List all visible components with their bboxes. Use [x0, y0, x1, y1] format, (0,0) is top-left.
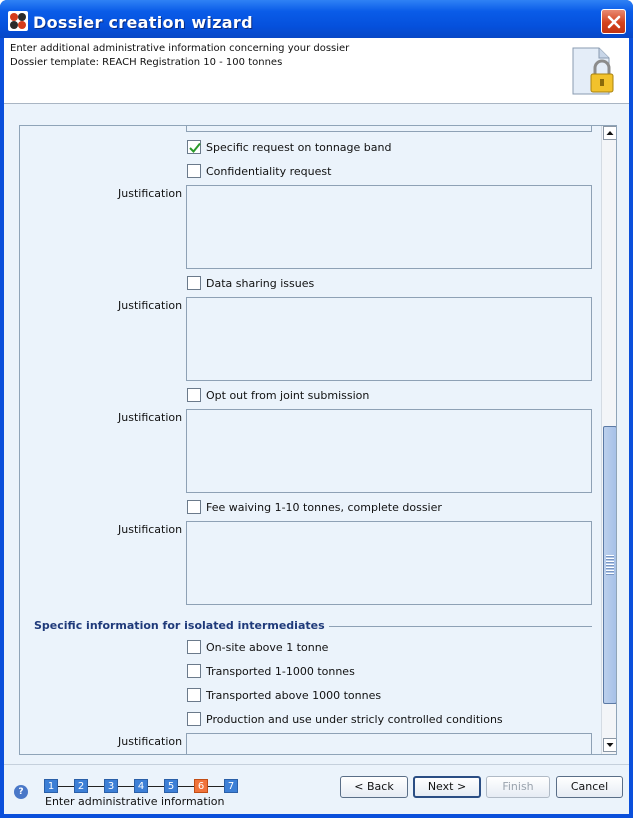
- app-logo-icon: [8, 11, 28, 31]
- justification-label: Justification: [118, 187, 183, 200]
- cancel-button[interactable]: Cancel: [556, 776, 623, 798]
- finish-button[interactable]: Finish: [486, 776, 550, 798]
- scroll-up-button[interactable]: [603, 126, 617, 140]
- step-5[interactable]: 5: [164, 779, 178, 793]
- wizard-footer: [4, 764, 629, 814]
- help-icon[interactable]: ?: [14, 785, 28, 799]
- step-connector: [148, 786, 164, 787]
- step-4[interactable]: 4: [134, 779, 148, 793]
- arrow-down-icon: [604, 739, 616, 751]
- section-divider: [329, 626, 592, 627]
- step-caption: Enter administrative information: [45, 795, 225, 808]
- scroll-grip: [606, 555, 614, 575]
- checkbox-fee-waiving[interactable]: [187, 500, 201, 514]
- justification-textarea-fee-waiving[interactable]: [186, 521, 592, 605]
- checkbox-data-sharing[interactable]: [187, 276, 201, 290]
- step-3[interactable]: 3: [104, 779, 118, 793]
- checkbox-label-fee-waiving: Fee waiving 1-10 tonnes, complete dossier: [206, 501, 442, 514]
- arrow-up-icon: [604, 127, 616, 139]
- justification-textarea-data-sharing[interactable]: [186, 297, 592, 381]
- back-button[interactable]: < Back: [340, 776, 408, 798]
- checkbox-label-strictly-controlled: Production and use under stricly controlled conditions: [206, 713, 503, 726]
- wizard-header: [4, 38, 629, 104]
- checkbox-label-transported-1-1000: Transported 1-1000 tonnes: [206, 665, 355, 678]
- close-icon: [606, 14, 622, 30]
- justification-textarea-intermediates[interactable]: [186, 733, 592, 754]
- next-button[interactable]: Next >: [413, 776, 481, 798]
- checkbox-label-opt-out: Opt out from joint submission: [206, 389, 370, 402]
- step-6-current[interactable]: 6: [194, 779, 208, 793]
- checkbox-tonnage-band[interactable]: [187, 140, 201, 154]
- window-title: Dossier creation wizard: [33, 13, 253, 32]
- checkmark-icon: [188, 141, 202, 155]
- header-template: Dossier template: REACH Registration 10 - 100 tonnes: [10, 57, 283, 68]
- checkbox-opt-out[interactable]: [187, 388, 201, 402]
- step-2[interactable]: 2: [74, 779, 88, 793]
- step-1[interactable]: 1: [44, 779, 58, 793]
- form-content[interactable]: [20, 126, 601, 754]
- step-connector: [208, 786, 224, 787]
- step-connector: [178, 786, 194, 787]
- close-button[interactable]: [601, 9, 626, 34]
- document-lock-icon: [569, 46, 615, 98]
- checkbox-transported-above-1000[interactable]: [187, 688, 201, 702]
- checkbox-label-tonnage-band: Specific request on tonnage band: [206, 141, 392, 154]
- checkbox-strictly-controlled[interactable]: [187, 712, 201, 726]
- scroll-thumb[interactable]: [603, 426, 617, 704]
- checkbox-label-confidentiality: Confidentiality request: [206, 165, 332, 178]
- checkbox-confidentiality[interactable]: [187, 164, 201, 178]
- scroll-down-button[interactable]: [603, 738, 617, 752]
- justification-textarea-top[interactable]: [186, 126, 592, 132]
- step-connector: [58, 786, 74, 787]
- section-title-intermediates: Specific information for isolated intermediates: [34, 619, 325, 632]
- checkbox-label-data-sharing: Data sharing issues: [206, 277, 315, 290]
- checkbox-transported-1-1000[interactable]: [187, 664, 201, 678]
- justification-textarea-opt-out[interactable]: [186, 409, 592, 493]
- justification-label: Justification: [118, 735, 183, 748]
- wizard-body: [4, 38, 629, 814]
- step-connector: [118, 786, 134, 787]
- title-bar[interactable]: [0, 0, 633, 38]
- step-connector: [88, 786, 104, 787]
- form-panel: [19, 125, 617, 755]
- checkbox-label-transported-above-1000: Transported above 1000 tonnes: [206, 689, 382, 702]
- checkbox-onsite[interactable]: [187, 640, 201, 654]
- checkbox-label-onsite: On-site above 1 tonne: [206, 641, 329, 654]
- step-7[interactable]: 7: [224, 779, 238, 793]
- header-description: Enter additional administrative information concerning your dossier: [10, 43, 350, 54]
- justification-label: Justification: [118, 411, 183, 424]
- justification-label: Justification: [118, 299, 183, 312]
- vertical-scrollbar[interactable]: [601, 126, 617, 754]
- justification-label: Justification: [118, 523, 183, 536]
- justification-textarea-confidentiality[interactable]: [186, 185, 592, 269]
